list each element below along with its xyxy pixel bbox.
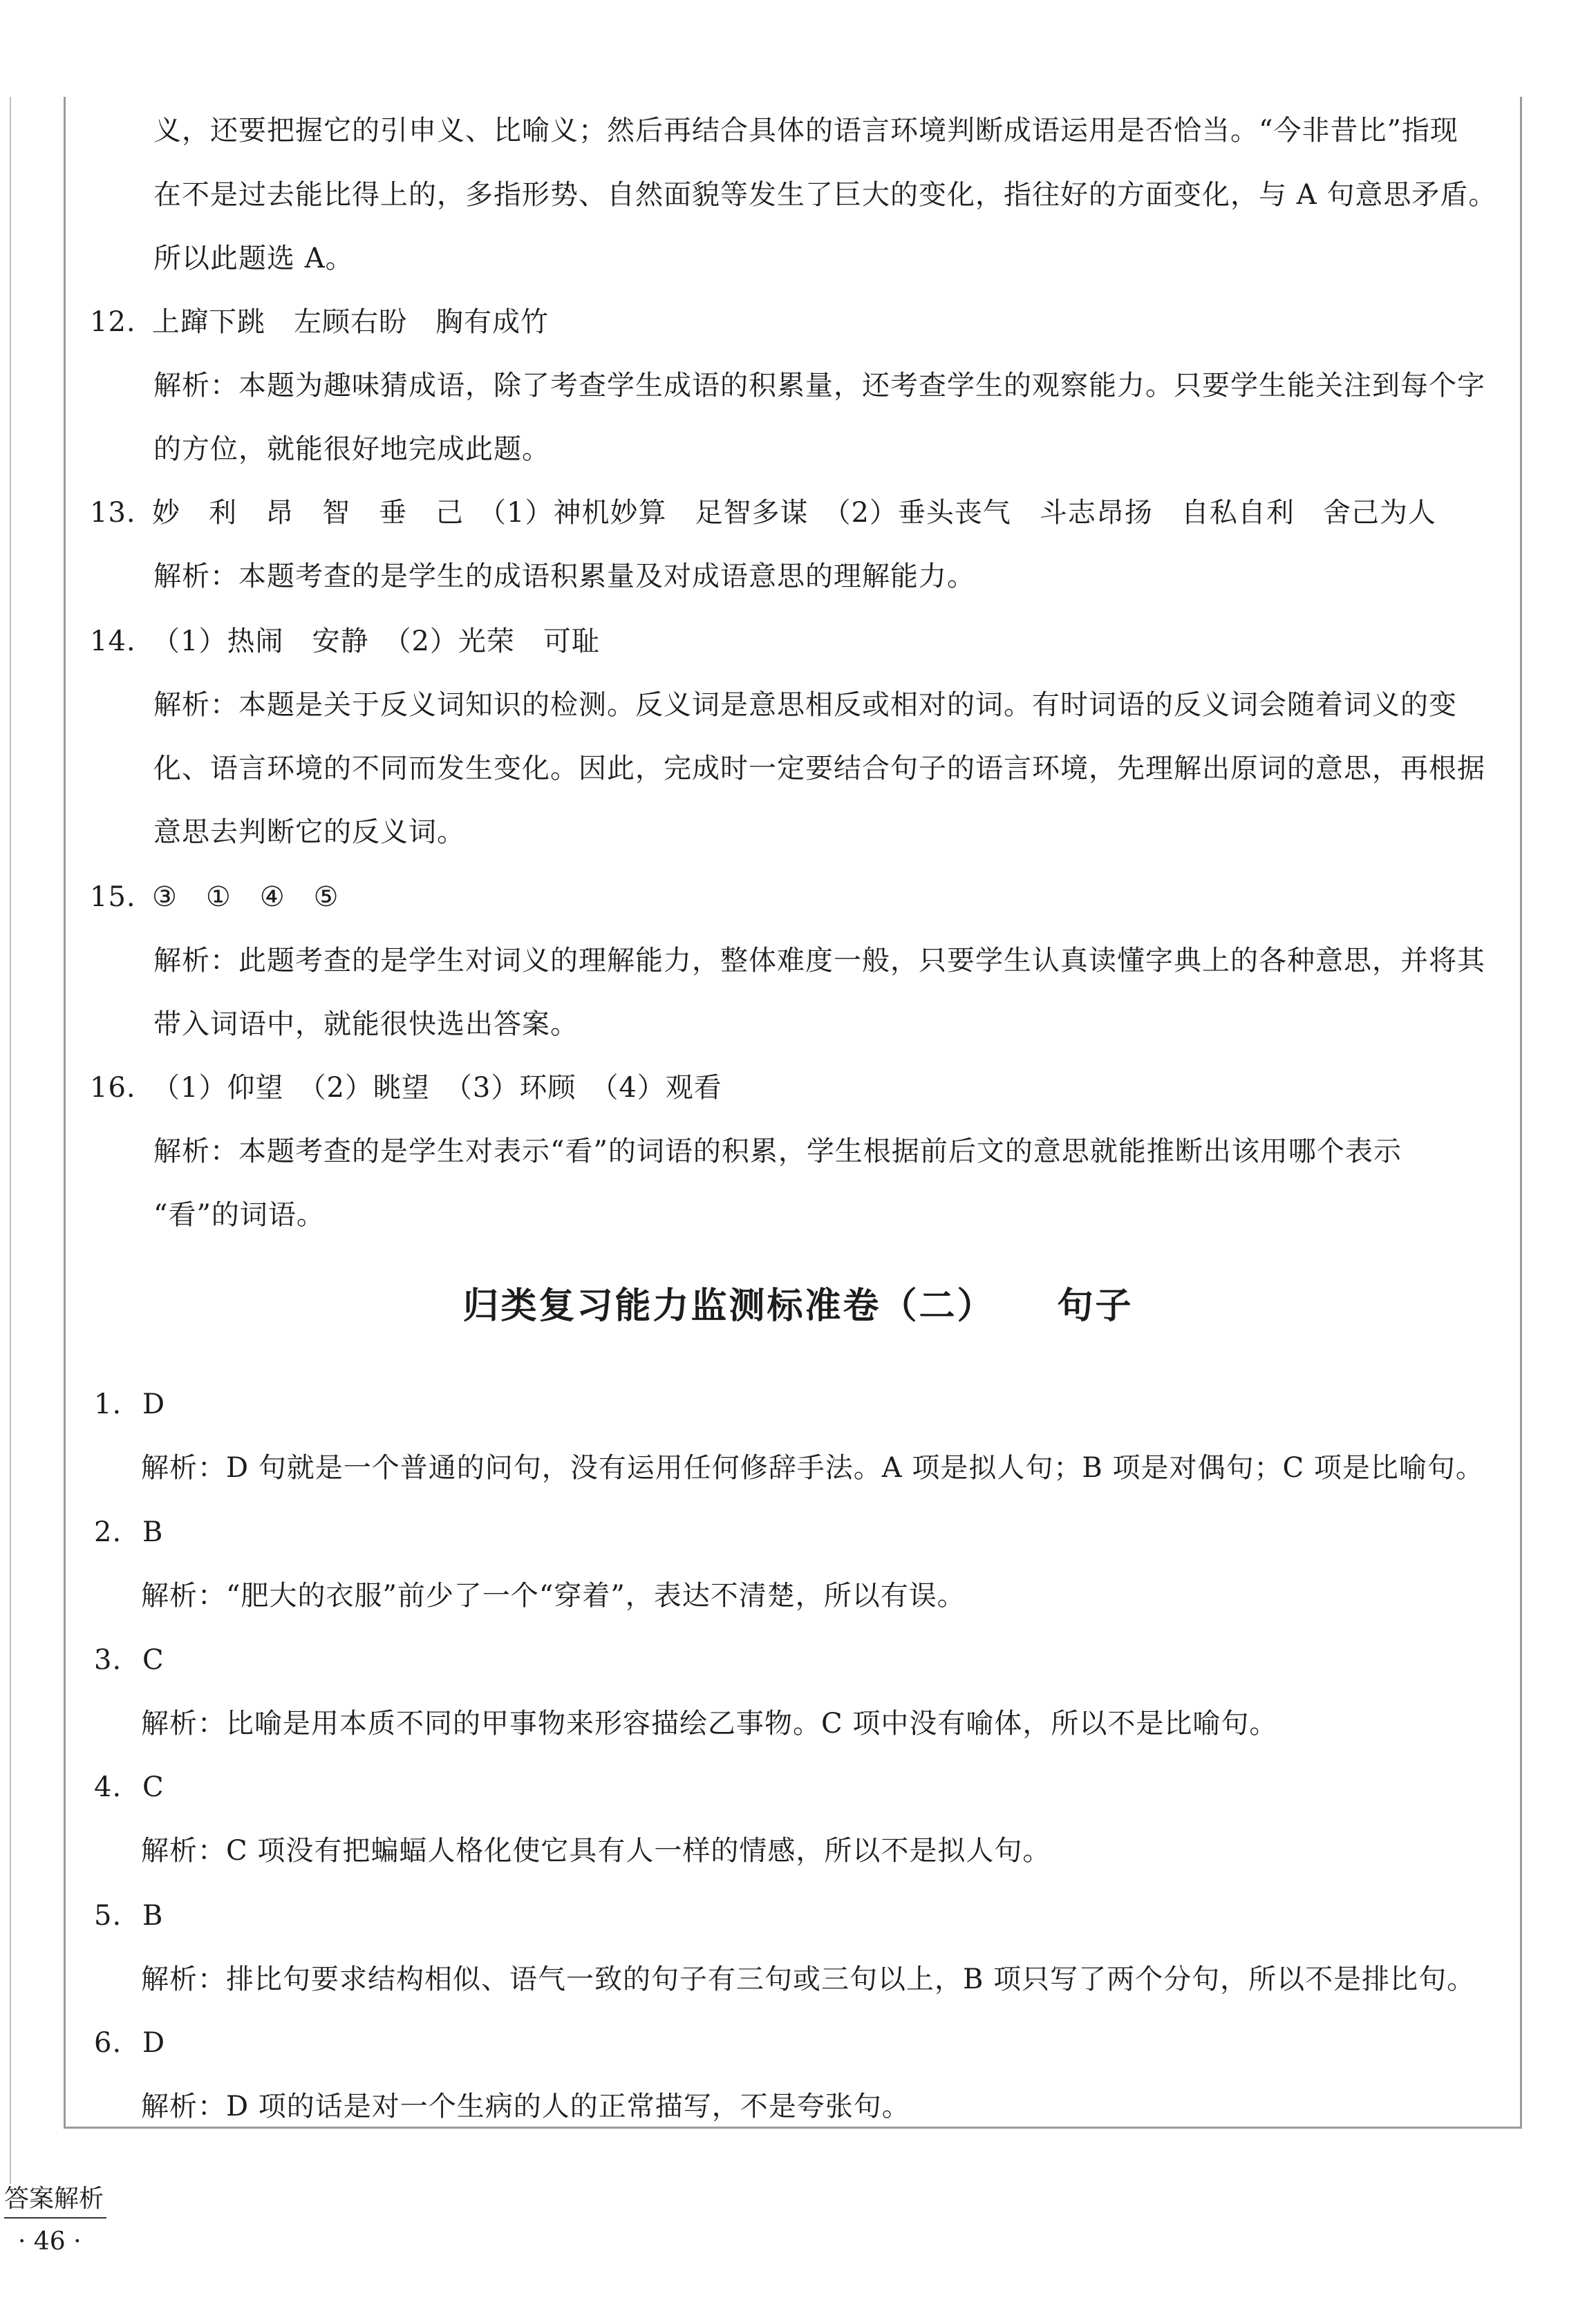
- item-answer: ③ ① ④ ⑤: [152, 881, 339, 913]
- continuation-line: 在不是过去能比得上的，多指形势、自然面貌等发生了巨大的变化，指往好的方面变化，与 A 句意思矛盾。: [153, 179, 1497, 211]
- item-15-answer-line: [90, 880, 339, 914]
- item-2-answer-line: [94, 1516, 163, 1549]
- item-16-explanation: 解析：本题考查的是学生对表示“看”的词语的积累，学生根据前后文的意思就能推断出该用哪个表示: [153, 1136, 1402, 1167]
- item-answer: D: [142, 2027, 166, 2059]
- item-3-explanation: 解析：比喻是用本质不同的甲事物来形容描绘乙事物。C 项中没有喻体，所以不是比喻句。: [141, 1708, 1278, 1740]
- item-number: 1.: [94, 1388, 122, 1420]
- item-number: 12.: [90, 306, 136, 338]
- item-15-explanation: 带入词语中，就能很快选出答案。: [153, 1008, 579, 1040]
- item-number: 5.: [94, 1900, 122, 1932]
- item-answer: 上蹿下跳 左顾右盼 胸有成竹: [152, 306, 549, 338]
- section-subtitle: 句子: [1057, 1285, 1134, 1327]
- item-answer: （1）热闹 安静 （2）光荣 可耻: [152, 625, 600, 657]
- item-4-answer-line: [94, 1771, 165, 1804]
- footer-label: 答案解析: [4, 2185, 104, 2213]
- item-answer: B: [142, 1516, 164, 1548]
- item-6-answer-line: [94, 2026, 165, 2060]
- item-1-explanation: 解析：D 句就是一个普通的问句，没有运用任何修辞手法。A 项是拟人句；B 项是对偶句；C 项是比喻句。: [141, 1452, 1484, 1484]
- item-number: 15.: [90, 881, 136, 913]
- item-5-explanation: 解析：排比句要求结构相似、语气一致的句子有三句或三句以上，B 项只写了两个分句，所以不是排比句。: [141, 1963, 1476, 1995]
- continuation-line: 所以此题选 A。: [153, 243, 354, 274]
- item-1-answer-line: [94, 1388, 165, 1421]
- item-answer: D: [142, 1388, 166, 1420]
- item-number: 16.: [90, 1072, 136, 1104]
- item-12-explanation: 的方位，就能很好地完成此题。: [153, 433, 550, 465]
- item-number: 3.: [94, 1644, 122, 1676]
- item-number: 13.: [90, 497, 136, 529]
- item-12-answer-line: [90, 305, 549, 339]
- continuation-line: 义，还要把握它的引申义、比喻义；然后再结合具体的语言环境判断成语运用是否恰当。“今非昔比”指现: [153, 115, 1458, 147]
- section-title-text: 归类复习能力监测标准卷（二）: [462, 1285, 995, 1327]
- item-number: 2.: [94, 1516, 122, 1548]
- item-2-explanation: 解析：“肥大的衣服”前少了一个“穿着”，表达不清楚，所以有误。: [141, 1580, 966, 1612]
- item-4-explanation: 解析：C 项没有把蝙蝠人格化使它具有人一样的情感，所以不是拟人句。: [141, 1835, 1051, 1867]
- item-14-explanation: 解析：本题是关于反义词知识的检测。反义词是意思相反或相对的词。有时词语的反义词会随着词义的变: [153, 689, 1457, 721]
- item-5-answer-line: [94, 1899, 163, 1932]
- item-16-explanation: “看”的词语。: [153, 1199, 325, 1231]
- item-6-explanation: 解析：D 项的话是对一个生病的人的正常描写，不是夸张句。: [141, 2091, 910, 2122]
- item-number: 14.: [90, 625, 136, 657]
- item-answer: （1）仰望 （2）眺望 （3）环顾 （4）观看: [152, 1072, 722, 1104]
- item-14-explanation: 意思去判断它的反义词。: [153, 816, 465, 848]
- item-13-answer-line: [90, 496, 1436, 529]
- item-answer: 妙 利 昂 智 垂 己 （1）神机妙算 足智多谋 （2）垂头丧气 斗志昂扬 自私自利 舍己为人: [152, 497, 1436, 529]
- item-3-answer-line: [94, 1644, 165, 1677]
- item-answer: B: [142, 1900, 164, 1932]
- left-page-edge: [10, 97, 11, 2184]
- item-number: 6.: [94, 2027, 122, 2059]
- item-14-explanation: 化、语言环境的不同而发生变化。因此，完成时一定要结合句子的语言环境，先理解出原词的意思，再根据: [153, 753, 1485, 784]
- item-answer: C: [142, 1771, 165, 1803]
- item-15-explanation: 解析：此题考查的是学生对词义的理解能力，整体难度一般，只要学生认真读懂字典上的各种意思，并将其: [153, 945, 1485, 977]
- item-12-explanation: 解析：本题为趣味猜成语，除了考查学生成语的积累量，还考查学生的观察能力。只要学生能关注到每个字: [153, 370, 1485, 402]
- item-14-answer-line: [90, 625, 600, 658]
- item-13-explanation: 解析：本题考查的是学生的成语积累量及对成语意思的理解能力。: [153, 561, 975, 592]
- page-number: · 46 ·: [18, 2228, 82, 2256]
- item-16-answer-line: [90, 1071, 722, 1104]
- item-number: 4.: [94, 1771, 122, 1803]
- section-title: [0, 1284, 1596, 1328]
- item-answer: C: [142, 1644, 165, 1676]
- footer-rule: [4, 2217, 106, 2219]
